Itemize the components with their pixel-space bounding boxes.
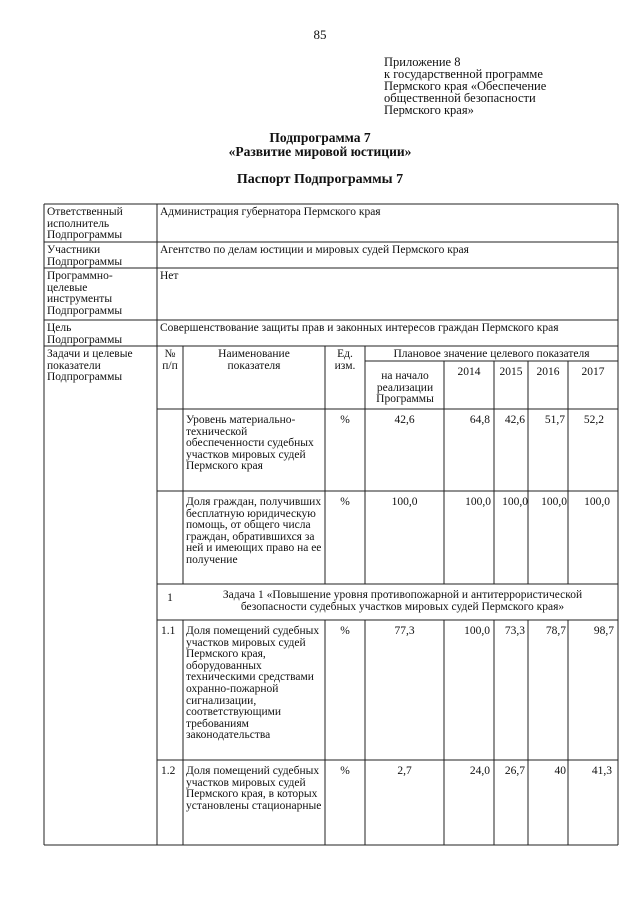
indicator-2016: 78,7	[545, 625, 566, 637]
indicator-2015: 26,7	[504, 765, 525, 777]
label-instruments: Программно-целевые инструменты Подпрограммы	[47, 270, 123, 317]
header-start: на начало реализации Программы	[376, 370, 434, 406]
page-number: 85	[313, 27, 327, 42]
header-name: Наименование показателя	[218, 348, 290, 372]
task-num: 1	[167, 592, 173, 604]
value-executor: Администрация губернатора Пермского края	[160, 206, 381, 218]
indicator-2014: 64,8	[469, 414, 490, 426]
value-goal: Совершенствование защиты прав и законных интересов граждан Пермского края	[160, 322, 559, 334]
appendix-line: Приложение 8	[384, 55, 461, 69]
indicator-2014: 100,0	[464, 625, 490, 637]
indicator-unit: %	[340, 496, 350, 508]
passport-title: Паспорт Подпрограммы 7	[236, 172, 404, 187]
indicator-name: Доля помещений судебных участков мировых судей Пермского края, оборудованных техническими средствами охранно-пожарной сигнализации, соответствующими требованиям законодательства	[186, 625, 320, 742]
indicator-start: 77,3	[394, 625, 415, 637]
header-planned: Плановое значение целевого показателя	[393, 348, 590, 360]
indicator-unit: %	[340, 765, 350, 777]
appendix-line: общественной безопасности	[384, 91, 536, 105]
indicator-2014: 24,0	[469, 765, 490, 777]
subprogram-title: Подпрограмма 7	[269, 130, 371, 145]
header-2017: 2017	[581, 366, 605, 378]
indicator-name: Доля помещений судебных участков мировых судей Пермского края, в которых установлены стационарные	[186, 765, 322, 812]
indicator-unit: %	[340, 414, 350, 426]
label-executor: Ответственный исполнитель Подпрограммы	[47, 206, 123, 242]
header-2016: 2016	[536, 366, 560, 378]
header-2014: 2014	[457, 366, 481, 378]
indicator-num: 1.1	[161, 625, 176, 637]
indicator-start: 42,6	[394, 414, 415, 426]
label-goal: Цель Подпрограммы	[47, 322, 123, 346]
indicator-2017: 100,0	[584, 496, 610, 508]
indicator-unit: %	[340, 625, 350, 637]
header-unit: Ед. изм.	[334, 348, 356, 372]
value-participants: Агентство по делам юстиции и мировых судей Пермского края	[160, 244, 469, 256]
indicator-2017: 41,3	[591, 765, 612, 777]
label-tasks: Задачи и целевые показатели Подпрограммы	[47, 348, 133, 384]
indicator-2016: 100,0	[541, 496, 567, 508]
indicator-name: Уровень материально-технической обеспеченности судебных участков мировых судей Пермского края	[186, 414, 314, 473]
value-instruments: Нет	[160, 270, 179, 282]
indicator-num: 1.2	[161, 765, 176, 777]
appendix-line: к государственной программе	[384, 67, 543, 81]
indicator-2014: 100,0	[465, 496, 491, 508]
label-participants: Участники Подпрограммы	[47, 244, 123, 268]
indicator-2017: 52,2	[583, 414, 604, 426]
indicator-2015: 73,3	[504, 625, 525, 637]
indicator-2016: 40	[554, 765, 566, 777]
indicator-2015: 100,0	[502, 496, 528, 508]
header-num: № п/п	[162, 348, 178, 372]
indicator-start: 100,0	[391, 496, 418, 508]
indicator-name: Доля граждан, получивших бесплатную юридическую помощь, от общего числа граждан, обратившихся за ней и имеющих право на ее получение	[186, 496, 322, 566]
task-text: Задача 1 «Повышение уровня противопожарной и антитеррористической безопасности судебных участков мировых судей Пермского края»	[222, 589, 583, 613]
indicator-2016: 51,7	[544, 414, 565, 426]
appendix-line: Пермского края»	[384, 103, 474, 117]
indicator-2017: 98,7	[593, 625, 614, 637]
header-2015: 2015	[499, 366, 523, 378]
indicator-2015: 42,6	[504, 414, 525, 426]
subprogram-name: «Развитие мировой юстиции»	[228, 144, 412, 159]
indicator-start: 2,7	[397, 765, 412, 777]
appendix-line: Пермского края «Обеспечение	[384, 79, 547, 93]
